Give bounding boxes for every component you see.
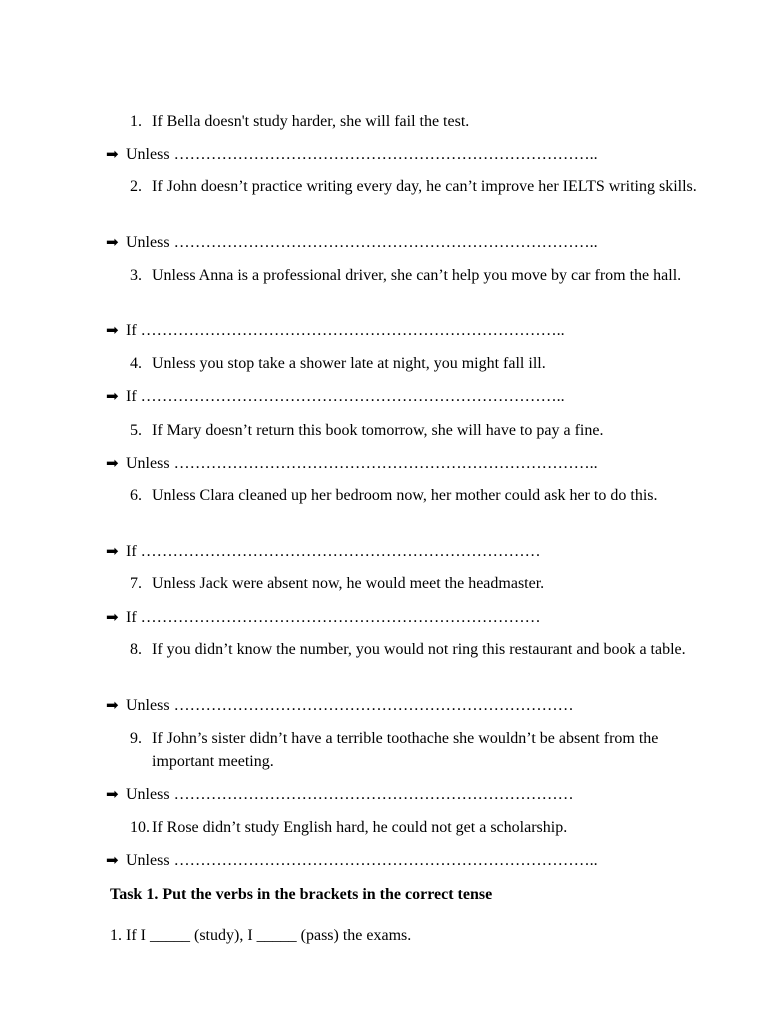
answer-line — [106, 320, 726, 341]
answer-line — [106, 386, 726, 407]
exercise-item — [130, 572, 710, 595]
exercise-item — [130, 419, 710, 442]
arrow-right-icon: ➡ — [106, 851, 119, 869]
answer-prefix: Unless — [126, 455, 170, 472]
answer-blank: …………………………………………………………………….. — [173, 455, 598, 472]
answer-prefix: If — [126, 388, 137, 405]
exercise-sentence: If John doesn’t practice writing every day, he can’t improve her IELTS writing skills. — [152, 178, 697, 195]
exercise-number: 2. — [130, 178, 142, 195]
exercise-sentence: Unless Jack were absent now, he would meet the headmaster. — [152, 575, 545, 592]
exercise-number: 3. — [130, 267, 142, 284]
exercise-sentence: Unless you stop take a shower late at night, you might fall ill. — [152, 355, 546, 372]
exercise-sentence: If Rose didn’t study English hard, he could not get a scholarship. — [152, 819, 568, 836]
answer-line — [106, 607, 726, 628]
answer-blank: …………………………………………………………………….. — [140, 388, 565, 405]
arrow-right-icon: ➡ — [106, 608, 119, 626]
exercise-item — [130, 484, 710, 507]
answer-blank: …………………………………………………………………….. — [173, 146, 598, 163]
answer-prefix: Unless — [126, 146, 170, 163]
answer-prefix: Unless — [126, 697, 170, 714]
exercise-item — [130, 264, 710, 287]
answer-prefix: Unless — [126, 234, 170, 251]
answer-blank: ………………………………………………………………… — [173, 786, 574, 803]
task-item: 1. If I _____ (study), I _____ (pass) the exams. — [110, 927, 412, 944]
exercise-number: 7. — [130, 575, 142, 592]
arrow-right-icon: ➡ — [106, 321, 119, 339]
task-heading: Task 1. Put the verbs in the brackets in the correct tense — [110, 886, 493, 903]
exercise-item — [130, 638, 710, 661]
answer-blank: …………………………………………………………………….. — [173, 852, 598, 869]
exercise-item — [130, 816, 710, 839]
exercise-number: 1. — [130, 113, 142, 130]
arrow-right-icon: ➡ — [106, 233, 119, 251]
answer-prefix: Unless — [126, 852, 170, 869]
exercise-number: 10. — [130, 819, 150, 836]
exercise-number: 9. — [130, 730, 142, 747]
answer-line — [106, 695, 726, 716]
exercise-sentence: If John’s sister didn’t have a terrible toothache she wouldn’t be absent from the important meeting. — [152, 730, 659, 770]
answer-blank: …………………………………………………………………….. — [173, 234, 598, 251]
answer-blank: ………………………………………………………………… — [140, 609, 541, 626]
answer-prefix: If — [126, 609, 137, 626]
answer-blank: ………………………………………………………………… — [173, 697, 574, 714]
answer-prefix: If — [126, 543, 137, 560]
exercise-number: 4. — [130, 355, 142, 372]
answer-blank: …………………………………………………………………….. — [140, 322, 565, 339]
exercise-sentence: Unless Clara cleaned up her bedroom now, her mother could ask her to do this. — [152, 487, 658, 504]
answer-line — [106, 144, 726, 165]
arrow-right-icon: ➡ — [106, 387, 119, 405]
exercise-item — [130, 352, 710, 375]
exercise-item — [130, 110, 710, 133]
exercise-sentence: Unless Anna is a professional driver, she can’t help you move by car from the hall. — [152, 267, 682, 284]
exercise-number: 5. — [130, 422, 142, 439]
answer-prefix: Unless — [126, 786, 170, 803]
exercise-sentence: If Bella doesn't study harder, she will fail the test. — [152, 113, 470, 130]
answer-prefix: If — [126, 322, 137, 339]
answer-line — [106, 784, 726, 805]
exercise-sentence: If you didn’t know the number, you would not ring this restaurant and book a table. — [152, 641, 686, 658]
answer-line — [106, 232, 726, 253]
arrow-right-icon: ➡ — [106, 542, 119, 560]
exercise-number: 8. — [130, 641, 142, 658]
arrow-right-icon: ➡ — [106, 145, 119, 163]
exercise-sentence: If Mary doesn’t return this book tomorrow, she will have to pay a fine. — [152, 422, 604, 439]
arrow-right-icon: ➡ — [106, 454, 119, 472]
exercise-item — [130, 175, 710, 198]
arrow-right-icon: ➡ — [106, 785, 119, 803]
exercise-item — [130, 727, 710, 773]
answer-line — [106, 453, 726, 474]
answer-line — [106, 850, 726, 871]
answer-blank: ………………………………………………………………… — [140, 543, 541, 560]
answer-line — [106, 541, 726, 562]
exercise-number: 6. — [130, 487, 142, 504]
arrow-right-icon: ➡ — [106, 696, 119, 714]
